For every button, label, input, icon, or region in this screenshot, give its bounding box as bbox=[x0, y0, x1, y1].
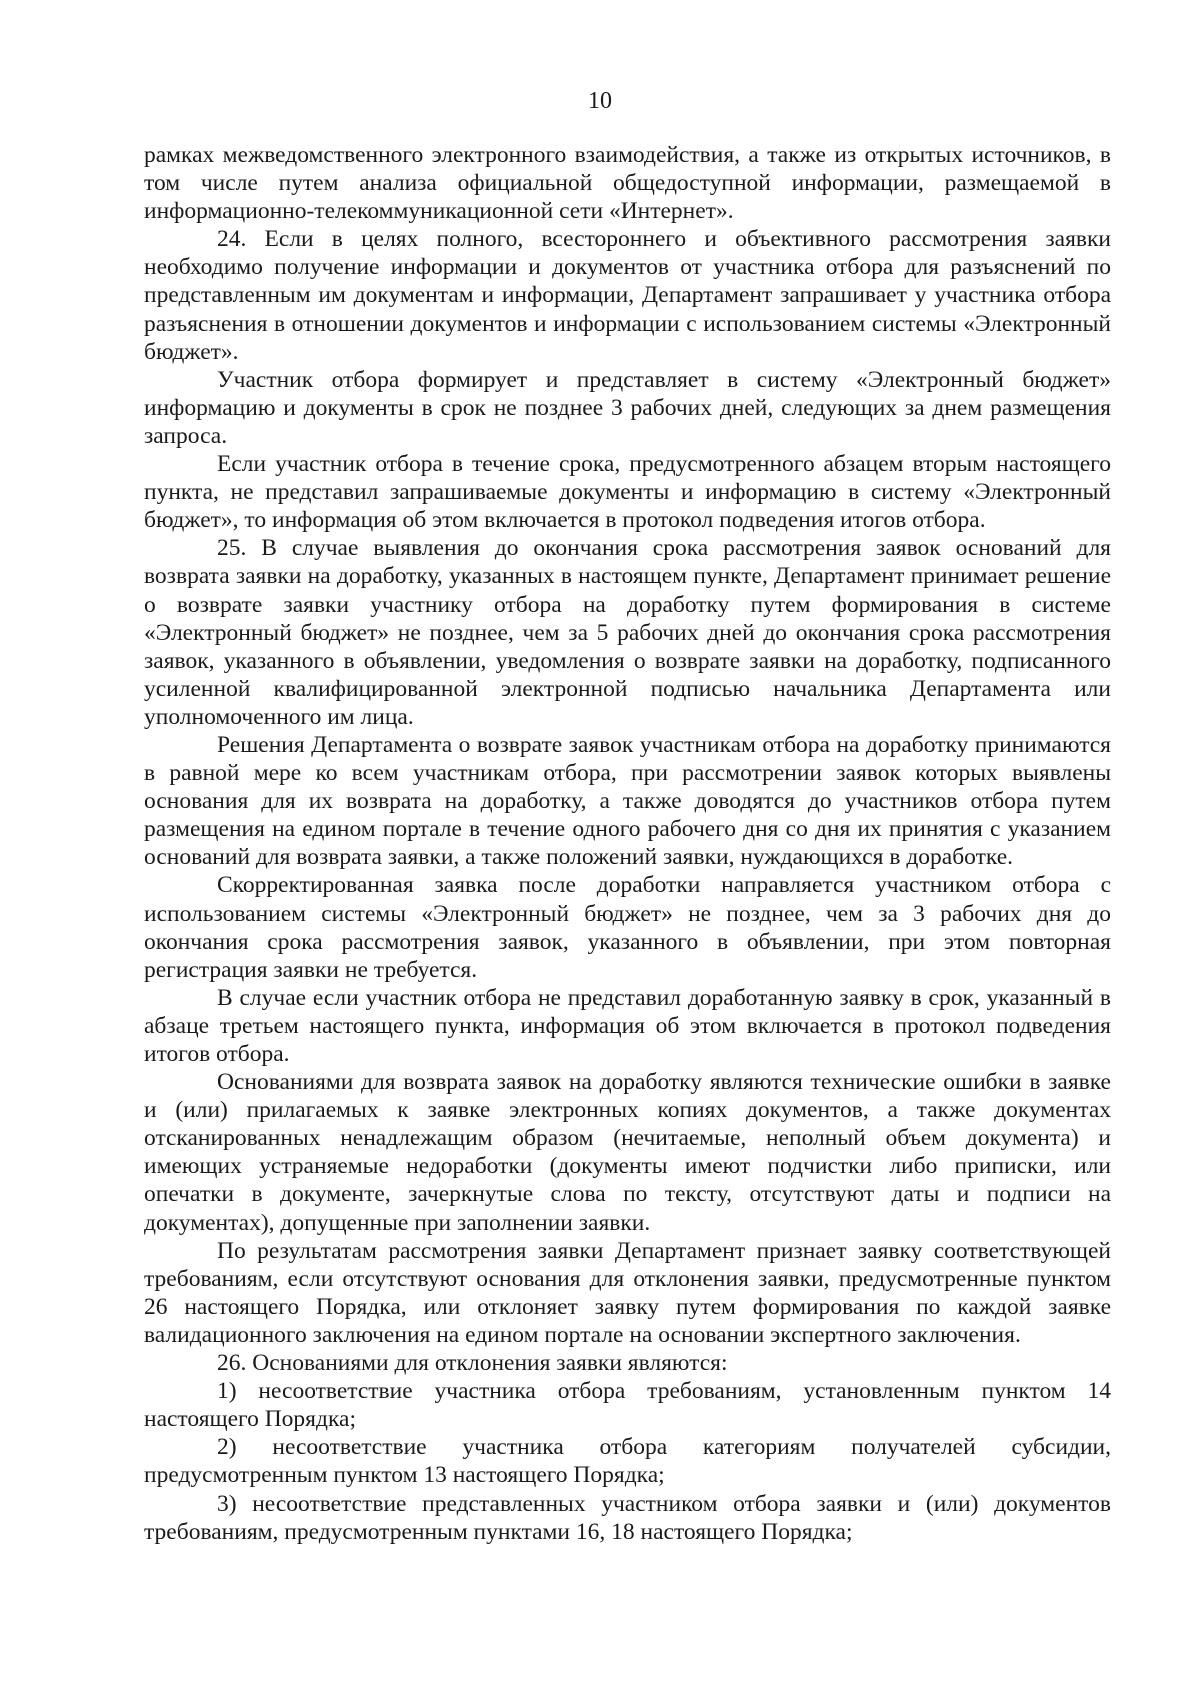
list-item-26-3: 3) несоответствие представленных участником отбора заявки и (или) документов требованиям, предусмотренным пунктами 16, 18 настоящего Порядка; bbox=[144, 1490, 1111, 1545]
paragraph-item-25-corrected: Скорректированная заявка после доработки направляется участником отбора с использованием системы «Электронный бюджет» не позднее, чем за 3 рабочих дня до окончания срока рассмотрения заявок, указанного в объявлении, при этом повторная регистрация заявки не требуется. bbox=[144, 872, 1111, 983]
list-item-26-1: 1) несоответствие участника отбора требованиям, установленным пунктом 14 настоящего Порядка; bbox=[144, 1378, 1111, 1433]
page-number: 10 bbox=[588, 88, 612, 114]
list-item-26-2: 2) несоответствие участника отбора категориям получателей субсидии, предусмотренным пунктом 13 настоящего Порядка; bbox=[144, 1434, 1111, 1489]
paragraph-item-25-grounds: Основаниями для возврата заявок на доработку являются технические ошибки в заявке и (или) прилагаемых к заявке электронных копиях документов, а также документах отсканированных ненадлежащим образом (нечитаемые, неполный объем документа) и имеющих устраняемые недоработки (документы имеют подчистки либо приписки, или опечатки в документе, зачеркнутые слова по тексту, отсутствуют даты и подписи на документах), допущенные при заполнении заявки. bbox=[144, 1069, 1111, 1236]
paragraph-item-26: 26. Основаниями для отклонения заявки являются: bbox=[217, 1350, 728, 1377]
paragraph-item-25-not-submitted: В случае если участник отбора не представил доработанную заявку в срок, указанный в абзаце третьем настоящего пункта, информация об этом включается в протокол подведения итогов отбора. bbox=[144, 984, 1111, 1067]
document-body bbox=[144, 141, 1111, 1546]
paragraph-item-24-failure: Если участник отбора в течение срока, предусмотренного абзацем вторым настоящего пункта, не представил запрашиваемые документы и информацию в систему «Электронный бюджет», то информация об этом включается в протокол подведения итогов отбора. bbox=[144, 451, 1111, 534]
paragraph-continuation: рамках межведомственного электронного взаимодействия, а также из открытых источников, в том числе путем анализа официальной общедоступной информации, размещаемой в информационно-телекоммуникационной сети «Интернет». bbox=[144, 142, 1111, 225]
paragraph-item-25-decisions: Решения Департамента о возврате заявок участникам отбора на доработку принимаются в равной мере ко всем участникам отбора, при рассмотрении заявок которых выявлены основания для их возврата на доработку, а также доводятся до участников отбора путем размещения на едином портале в течение одного рабочего дня со дня их принятия с указанием оснований для возврата заявки, а также положений заявки, нуждающихся в доработке. bbox=[144, 731, 1111, 871]
paragraph-item-24: 24. Если в целях полного, всестороннего и объективного рассмотрения заявки необходимо получение информации и документов от участника отбора для разъяснений по представленным им документам и информации, Департамент запрашивает у участника отбора разъяснения в отношении документов и информации с использованием системы «Электронный бюджет». bbox=[144, 226, 1111, 365]
paragraph-item-25-results: По результатам рассмотрения заявки Департамент признает заявку соответствующей требованиям, если отсутствуют основания для отклонения заявки, предусмотренные пунктом 26 настоящего Порядка, или отклоняет заявку путем формирования по каждой заявке валидационного заключения на едином портале на основании экспертного заключения. bbox=[144, 1237, 1111, 1348]
paragraph-item-25: 25. В случае выявления до окончания срока рассмотрения заявок оснований для возврата заявки на доработку, указанных в настоящем пункте, Департамент принимает решение о возврате заявки участнику отбора на доработку путем формирования в системе «Электронный бюджет» не позднее, чем за 5 рабочих дней до окончания срока рассмотрения заявок, указанного в объявлении, уведомления о возврате заявки на доработку, подписанного усиленной квалифицированной электронной подписью начальника Департамента или уполномоченного им лица. bbox=[144, 535, 1111, 730]
paragraph-item-24-response: Участник отбора формирует и представляет в систему «Электронный бюджет» информацию и документы в срок не позднее 3 рабочих дней, следующих за днем размещения запроса. bbox=[144, 366, 1111, 449]
